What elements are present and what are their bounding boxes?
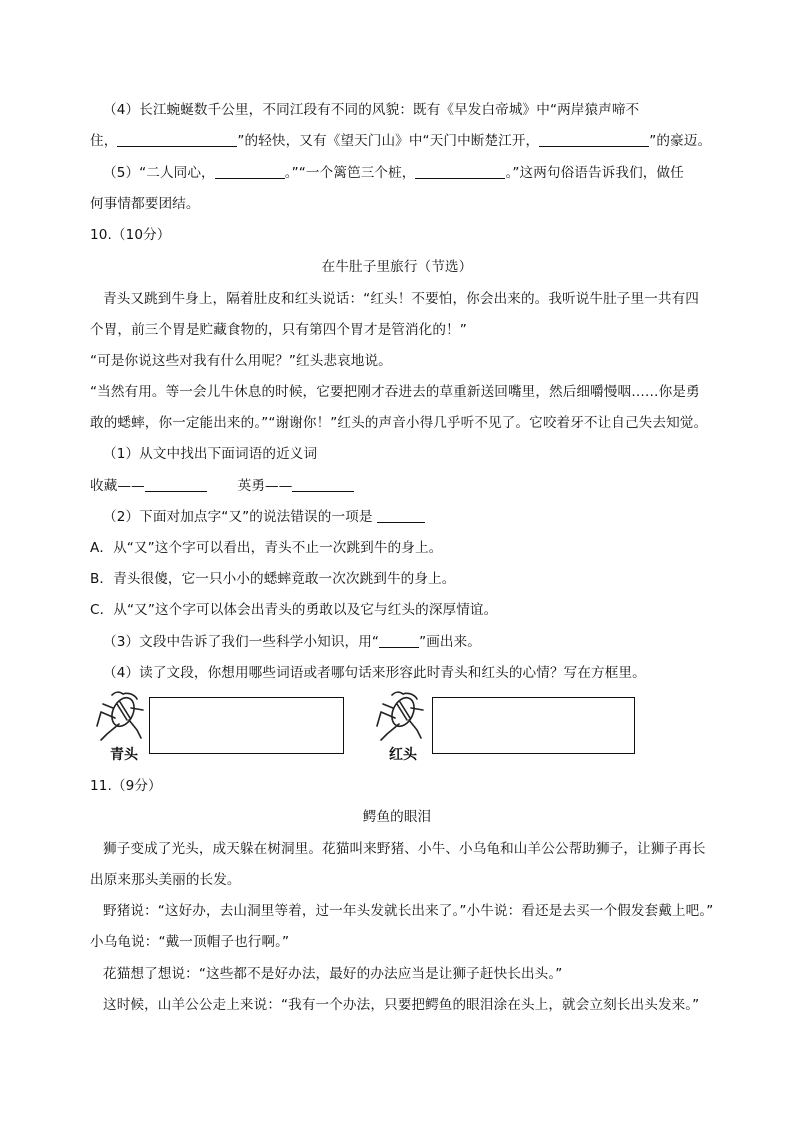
q10-sub3-text-a: （3）文段中告诉了我们一些科学小知识，用“ [103, 634, 380, 650]
option-b[interactable]: B．青头很傻，它一只小小的蟋蟀竟敢一次次跳到牛的身上。 [90, 571, 456, 587]
q11-paragraph: 狮子变成了光头，成天躲在树洞里。花猫叫来野猪、小牛、小乌龟和山羊公公帮助狮子，让狮子再长 [103, 841, 706, 857]
q10-paragraph: “可是你说这些对我有什么用呢？”红头悲哀地说。 [90, 353, 392, 369]
q10-paragraph: 敢的蟋蟀，你一定能出来的。”“谢谢你！”红头的声音小得几乎听不见了。它咬着牙不让自己失去知觉。 [90, 415, 708, 431]
q4-text-c: ”的豪迈。 [649, 133, 712, 149]
q10-synonyms [90, 476, 720, 496]
q11-paragraph: 小乌龟说：“戴一顶帽子也行啊。” [90, 934, 290, 950]
answer-blank[interactable] [145, 477, 207, 492]
answer-blank[interactable] [117, 132, 237, 147]
cricket-icon [373, 690, 429, 742]
cricket-icon [93, 690, 149, 742]
answer-box-hongtou[interactable] [432, 697, 635, 754]
q10-sub4: （4）读了文段，你想用哪些词语或者哪句话来形容此时青头和红头的心情？写在方框里。 [103, 665, 646, 681]
q10-paragraph: 个胃，前三个胃是贮藏食物的，只有第四个胃才是管消化的！” [90, 322, 467, 338]
option-c[interactable]: C．从“又”这个字可以体会出青头的勇敢以及它与红头的深厚情谊。 [90, 602, 498, 618]
synonym-prompt-2: 英勇—— [237, 478, 293, 494]
option-a[interactable]: A．从“又”这个字可以看出，青头不止一次跳到牛的身上。 [90, 540, 443, 556]
answer-blank[interactable] [415, 164, 505, 179]
q10-sub1: （1）从文中找出下面词语的近义词 [103, 446, 318, 462]
q5-text-b: 。”“一个篱笆三个桩， [284, 165, 416, 181]
q10-sub3 [103, 632, 733, 652]
q4-text: （4）长江蜿蜒数千公里，不同江段有不同的风貌：既有《早发白帝城》中“两岸猿声啼不 [103, 102, 640, 118]
q11-paragraph: 花猫想了想说：“这些都不是好办法，最好的办法应当是让狮子赶快长出头。” [103, 966, 563, 982]
fig-label-hongtou: 红头 [389, 747, 417, 763]
answer-blank[interactable] [377, 508, 425, 523]
answer-blank[interactable] [292, 477, 354, 492]
q11-paragraph: 这时候，山羊公公走上来说：“我有一个办法，只要把鳄鱼的眼泪涂在头上，就会立刻长出头发来。” [103, 997, 700, 1013]
q5-text-c: 。”这两句俗语告诉我们，做任 [505, 165, 684, 181]
q11-paragraph: 出原来那头美丽的长发。 [90, 872, 241, 888]
q4-line-2 [90, 131, 720, 151]
q10-paragraph: 青头又跳到牛身上，隔着肚皮和红头说话：“红头！不要怕，你会出来的。我听说牛肚子里一共有四 [103, 291, 699, 307]
q4-text-a: 住， [90, 133, 118, 149]
q11-number: 11.（9分） [90, 778, 162, 794]
q4-text-b: ”的轻快，又有《望天门山》中“天门中断楚江开， [237, 133, 540, 149]
underline-sample [379, 633, 419, 648]
q10-paragraph: “当然有用。等一会儿牛休息的时候，它要把刚才吞进去的草重新送回嘴里，然后细嚼慢咽……你是勇 [90, 384, 700, 400]
synonym-prompt-1: 收藏—— [90, 478, 145, 494]
q10-number: 10.（10分） [90, 227, 171, 243]
q11-paragraph: 野猪说：“这好办，去山洞里等着，过一年头发就长出来了。”小牛说：看还是去买一个假发套戴上吧。” [103, 903, 714, 919]
q10-sub2 [103, 507, 733, 527]
q10-sub2-text: （2）下面对加点字“又”的说法错误的一项是 [103, 509, 373, 525]
answer-blank[interactable] [539, 132, 649, 147]
q5-line-2: 何事情都要团结。 [90, 196, 200, 212]
answer-blank[interactable] [215, 164, 285, 179]
q4-line-1 [103, 100, 733, 120]
q5-text-a: （5）“二人同心， [103, 165, 215, 181]
q10-sub3-text-b: ”画出来。 [419, 634, 481, 650]
q5-line-1 [103, 163, 733, 183]
fig-label-qingtou: 青头 [110, 747, 138, 763]
answer-box-qingtou[interactable] [149, 697, 344, 754]
q10-passage-title: 在牛肚子里旅行（节选） [321, 259, 473, 275]
q11-passage-title: 鳄鱼的眼泪 [362, 809, 432, 825]
